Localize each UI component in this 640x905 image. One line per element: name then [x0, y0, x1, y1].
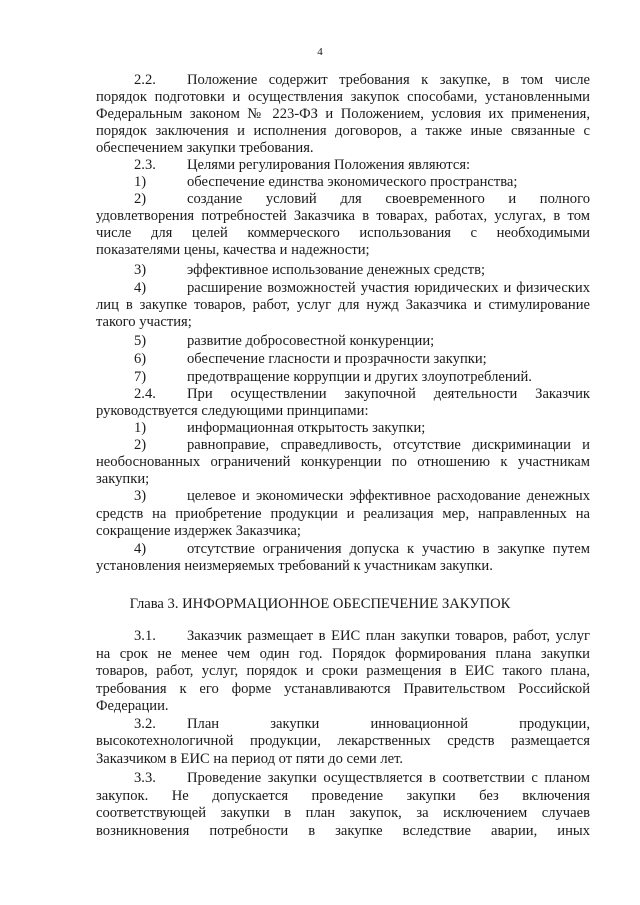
text-line: Федеральным законом № 223-ФЗ и Положением, условия их применения, — [96, 106, 590, 122]
text-line: 2) равноправие, справедливость, отсутствие дискриминации и — [96, 437, 590, 454]
item-number: 2.4. — [134, 386, 156, 402]
item-number: 1) — [134, 174, 147, 190]
item-number: 3) — [134, 262, 147, 278]
item-number: 2) — [134, 437, 147, 453]
text-line: закупок. Не допускается проведение закупки без включения — [96, 788, 590, 804]
text-line: закупки; — [96, 471, 150, 487]
text-line: лиц в закупке товаров, работ, услуг для нужд Заказчика и стимулирование — [96, 297, 590, 313]
text-line: 3) эффективное использование денежных средств; — [96, 262, 590, 279]
text-line: руководствуется следующими принципами: — [96, 403, 369, 419]
item-number: 2) — [134, 191, 147, 207]
item-number: 5) — [134, 333, 147, 349]
item-number: 6) — [134, 351, 147, 367]
text-line: средств на приобретение продукции и реализация мер, направленных на — [96, 506, 590, 522]
text-line: 4) расширение возможностей участия юридических и физических — [96, 280, 590, 297]
item-number: 2.2. — [134, 72, 156, 88]
text-line: 2) создание условий для своевременного и полного — [96, 191, 590, 208]
text-line: 1) информационная открытость закупки; — [96, 420, 590, 437]
text-line: 5) развитие добросовестной конкуренции; — [96, 333, 590, 350]
text-line: 2.4. При осуществлении закупочной деятельности Заказчик — [96, 386, 590, 403]
text-line: на срок не менее чем один год. Порядок формирования плана закупки — [96, 646, 590, 662]
text-line: числе для целей коммерческого использования с необходимыми — [96, 225, 590, 241]
text-line: 2.2. Положение содержит требования к закупке, в том числе — [96, 72, 590, 89]
text-line: необоснованных ограничений конкуренции по отношению к участникам — [96, 454, 590, 470]
item-number: 3) — [134, 488, 147, 504]
page-number: 4 — [317, 46, 323, 58]
text-line: удовлетворения потребностей Заказчика в товарах, работах, услугах, в том — [96, 208, 590, 224]
item-number: 1) — [134, 420, 147, 436]
text-line: порядок подготовки и осуществления закупок способами, установленными — [96, 89, 590, 105]
text-line: требования к его форме устанавливаются Правительством Российской — [96, 681, 590, 697]
text-line: такого участия; — [96, 314, 192, 330]
text-line: 4) отсутствие ограничения допуска к участию в закупке путем — [96, 541, 590, 558]
text-line: 3.1. Заказчик размещает в ЕИС план закупки товаров, работ, услуг — [96, 628, 590, 645]
text-line: Заказчиком в ЕИС на период от пяти до семи лет. — [96, 751, 404, 767]
text-line: сокращение издержек Заказчика; — [96, 523, 301, 539]
chapter-title: Глава 3. ИНФОРМАЦИОННОЕ ОБЕСПЕЧЕНИЕ ЗАКУПОК — [129, 596, 511, 612]
text-line: 3.3. Проведение закупки осуществляется в соответствии с планом — [96, 770, 590, 787]
item-number: 2.3. — [134, 157, 156, 173]
text-line: установления неизмеряемых требований к участникам закупки. — [96, 558, 493, 574]
item-number: 3.1. — [134, 628, 156, 644]
text-line: 1) обеспечение единства экономического пространства; — [96, 174, 590, 191]
text-line: возникновения потребности в закупке вследствие аварии, иных — [96, 823, 590, 839]
text-line: 3) целевое и экономически эффективное расходование денежных — [96, 488, 590, 505]
text-line: 6) обеспечение гласности и прозрачности закупки; — [96, 351, 590, 368]
item-number: 3.3. — [134, 770, 156, 786]
item-number: 4) — [134, 541, 147, 557]
item-number: 7) — [134, 369, 147, 385]
text-line: 7) предотвращение коррупции и других злоупотреблений. — [96, 369, 590, 386]
text-line: показателями цены, качества и надежности; — [96, 242, 370, 258]
text-line: Федерации. — [96, 698, 169, 714]
text-line: соответствующей закупки в план закупок, за исключением случаев — [96, 805, 590, 821]
text-line: порядок заключения и исполнения договоров, а также иные связанные с — [96, 123, 590, 139]
text-line: товаров, работ, услуг, порядок и сроки размещения в ЕИС такого плана, — [96, 663, 590, 679]
item-number: 4) — [134, 280, 147, 296]
text-line: обеспечением закупки требования. — [96, 140, 314, 156]
text-line: 3.2. План закупки инновационной продукции, — [96, 716, 590, 733]
item-number: 3.2. — [134, 716, 156, 732]
text-line: высокотехнологичной продукции, лекарственных средств размещается — [96, 733, 590, 749]
text-line: 2.3. Целями регулирования Положения являются: — [96, 157, 590, 174]
